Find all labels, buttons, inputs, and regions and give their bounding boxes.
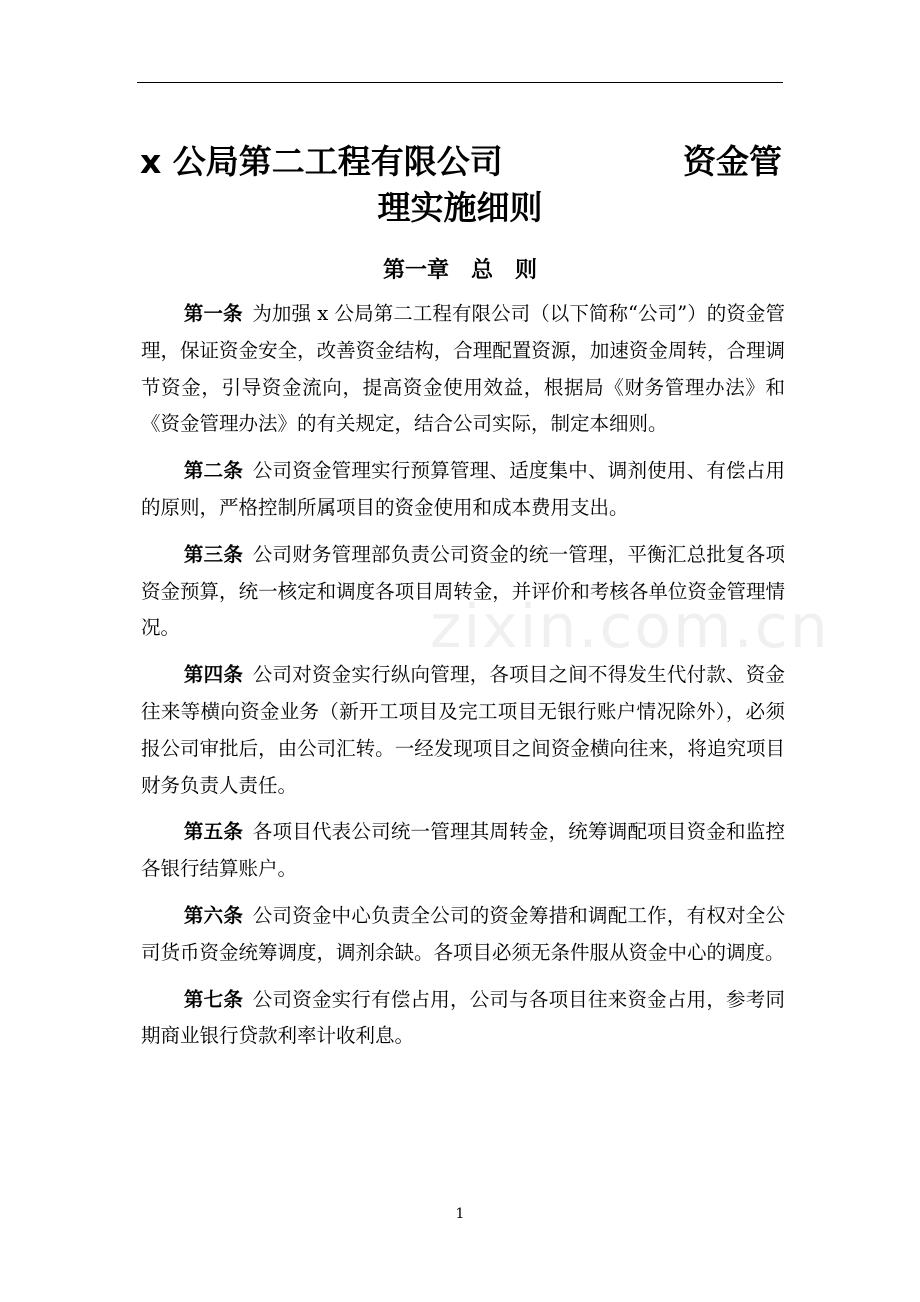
page-number: 1 xyxy=(455,1206,465,1222)
article-5 xyxy=(141,814,785,888)
article-number: 第二条 xyxy=(183,459,244,483)
article-text: 公司财务管理部负责公司资金的统一管理，平衡汇总批复各项资金预算，统一核定和调度各项目周转金，并评价和考核各单位资金管理情况。 xyxy=(141,542,785,640)
article-text: 各项目代表公司统一管理其周转金，统筹调配项目资金和监控各银行结算账户。 xyxy=(141,820,785,881)
document-title-line-2: 理实施细则 xyxy=(377,188,543,227)
title-left-text: x 公局第二工程有限公司 xyxy=(140,142,503,181)
article-1 xyxy=(141,296,785,443)
article-4 xyxy=(141,657,785,804)
article-number: 第四条 xyxy=(183,663,244,687)
article-number: 第五条 xyxy=(183,820,244,844)
article-text: 为加强 x 公局第二工程有限公司（以下简称“公司”）的资金管理，保证资金安全，改善资金结构，合理配置资源，加速资金周转，合理调节资金，引导资金流向，提高资金使用效益，根据局《财务管理办法》和《资金管理办法》的有关规定，结合公司实际，制定本细则。 xyxy=(141,302,785,436)
document-title-line-1 xyxy=(140,140,786,184)
article-text: 公司对资金实行纵向管理，各项目之间不得发生代付款、资金往来等横向资金业务（新开工项目及完工项目无银行账户情况除外），必须报公司审批后，由公司汇转。一经发现项目之间资金横向往来，将追究项目财务负责人责任。 xyxy=(141,663,785,797)
article-number: 第一条 xyxy=(183,302,243,325)
article-7 xyxy=(141,982,785,1056)
body-text xyxy=(141,296,785,1065)
chapter-heading: 第一章 总 则 xyxy=(382,257,537,283)
article-text: 公司资金中心负责全公司的资金筹措和调配工作，有权对全公司货币资金统筹调度，调剂余缺。各项目必须无条件服从资金中心的调度。 xyxy=(141,903,785,964)
header-rule xyxy=(137,82,783,83)
article-6 xyxy=(141,898,785,972)
watermark-text: zixin.com.cn xyxy=(430,592,830,662)
article-2 xyxy=(141,453,785,527)
title-right-text: 资金管 xyxy=(683,142,782,181)
article-number: 第六条 xyxy=(183,903,244,927)
article-number: 第七条 xyxy=(183,987,244,1011)
article-number: 第三条 xyxy=(183,542,244,566)
article-text: 公司资金管理实行预算管理、适度集中、调剂使用、有偿占用的原则，严格控制所属项目的资金使用和成本费用支出。 xyxy=(141,459,785,519)
article-3 xyxy=(141,537,785,647)
article-text: 公司资金实行有偿占用，公司与各项目往来资金占用，参考同期商业银行贷款利率计收利息。 xyxy=(141,987,785,1048)
